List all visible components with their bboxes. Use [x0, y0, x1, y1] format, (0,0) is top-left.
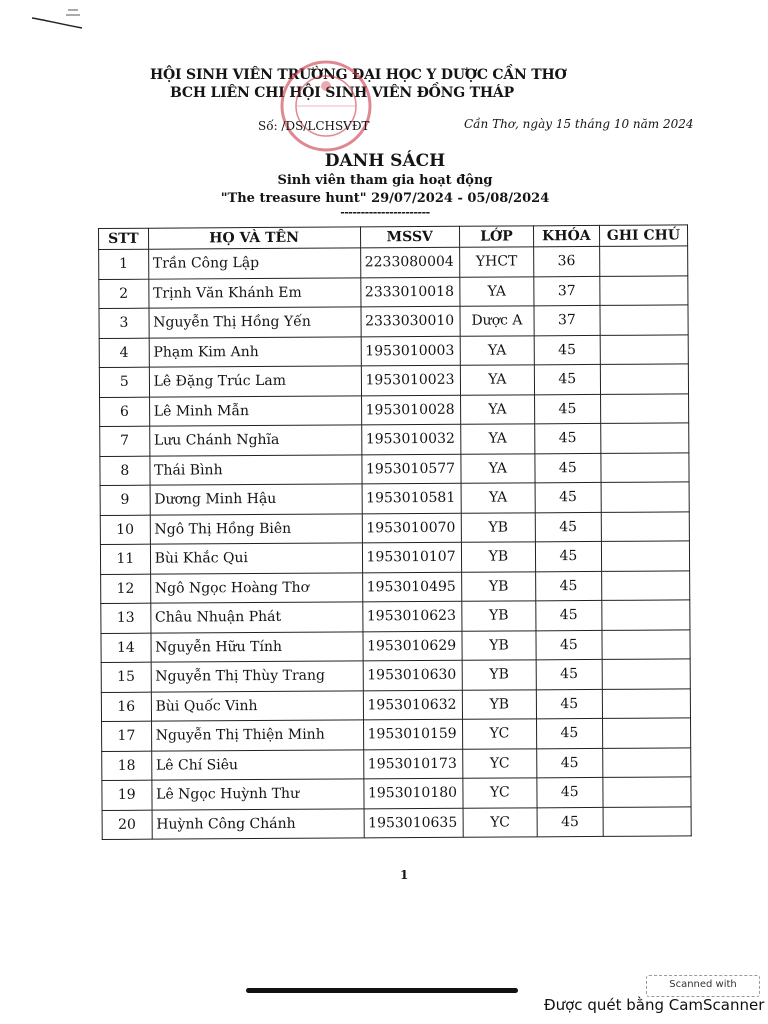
cell-full-name: Bùi Khắc Qui [150, 543, 362, 574]
cell-notes [602, 600, 690, 630]
table-row [100, 423, 689, 456]
cell-notes [600, 364, 688, 394]
cell-cohort: 45 [534, 364, 600, 394]
cell-student-id: 2333030010 [360, 306, 460, 336]
page-number: 1 [400, 868, 409, 882]
cell-stt: 3 [99, 308, 149, 338]
cell-stt: 14 [101, 633, 151, 663]
cell-student-id: 1953010032 [361, 424, 461, 454]
cell-notes [600, 305, 688, 335]
cell-notes [601, 452, 689, 482]
cell-full-name: Nguyễn Hữu Tính [151, 631, 363, 662]
cell-cohort: 45 [535, 541, 601, 571]
cell-class: YA [460, 335, 534, 365]
cell-student-id: 1953010581 [362, 483, 462, 513]
cell-class: YC [463, 807, 537, 837]
table-row [99, 275, 688, 308]
camscanner-watermark: Được quét bằng CamScanner [544, 996, 765, 1014]
header-student-id: MSSV [360, 226, 460, 248]
cell-student-id: 1953010635 [364, 808, 464, 838]
cell-stt: 11 [100, 544, 150, 574]
cell-notes [601, 570, 689, 600]
cell-class: YB [462, 630, 536, 660]
cell-notes [601, 541, 689, 571]
table-row [100, 511, 689, 544]
table-row [102, 806, 691, 839]
cell-full-name: Lê Minh Mẫn [149, 395, 361, 426]
table-row [100, 393, 689, 426]
cell-stt: 4 [99, 338, 149, 368]
cell-notes [599, 246, 687, 276]
cell-student-id: 1953010180 [363, 778, 463, 808]
cell-full-name: Ngô Ngọc Hoàng Thơ [150, 572, 362, 603]
organization-name: HỘI SINH VIÊN TRƯỜNG ĐẠI HỌC Y DƯỢC CẦN THƠ [150, 67, 567, 83]
table-row [99, 246, 688, 279]
cell-cohort: 45 [536, 600, 602, 630]
cell-notes [602, 747, 690, 777]
cell-notes [600, 423, 688, 453]
cell-stt: 17 [102, 721, 152, 751]
header-cohort: KHÓA [533, 225, 599, 246]
cell-full-name: Trần Công Lập [148, 248, 360, 279]
cell-stt: 8 [100, 456, 150, 486]
document-title: DANH SÁCH [324, 151, 446, 171]
cell-full-name: Nguyễn Thị Thiện Minh [151, 720, 363, 751]
cell-full-name: Lê Đặng Trúc Lam [149, 366, 361, 397]
cell-notes [602, 629, 690, 659]
header-class: LỚP [459, 226, 533, 247]
table-body [99, 246, 692, 840]
cell-cohort: 45 [535, 423, 601, 453]
cell-stt: 16 [101, 692, 151, 722]
cell-full-name: Bùi Quốc Vinh [151, 690, 363, 721]
table-row [101, 629, 690, 662]
cell-stt: 9 [100, 485, 150, 515]
cell-cohort: 45 [535, 482, 601, 512]
table-row [101, 688, 690, 721]
document-subtitle: Sinh viên tham gia hoạt động [277, 173, 493, 188]
table-row [102, 718, 691, 751]
place-and-date: Cần Thơ, ngày 15 tháng 10 năm 2024 [464, 117, 694, 131]
cell-notes [602, 718, 690, 748]
cell-class: YA [460, 365, 534, 395]
pen-scratch-mark [30, 6, 90, 30]
cell-full-name: Phạm Kim Anh [149, 336, 361, 367]
cell-cohort: 45 [536, 659, 602, 689]
cell-class: YHCT [460, 247, 534, 277]
cell-full-name: Nguyễn Thị Thùy Trang [151, 661, 363, 692]
cell-full-name: Lê Ngọc Huỳnh Thư [152, 779, 364, 810]
table-row [100, 541, 689, 574]
cell-notes [602, 659, 690, 689]
table-row [99, 305, 688, 338]
cell-stt: 18 [102, 751, 152, 781]
title-divider: ---------------------- [340, 206, 430, 219]
cell-stt: 10 [100, 515, 150, 545]
cell-full-name: Lưu Chánh Nghĩa [149, 425, 361, 456]
student-list-table [98, 224, 692, 840]
cell-class: YB [462, 571, 536, 601]
table-row [99, 364, 688, 397]
cell-cohort: 45 [536, 718, 602, 748]
cell-student-id: 1953010630 [363, 660, 463, 690]
cell-student-id: 1953010028 [361, 395, 461, 425]
cell-cohort: 45 [534, 394, 600, 424]
cell-class: YA [460, 394, 534, 424]
cell-cohort: 37 [534, 305, 600, 335]
cell-student-id: 1953010495 [362, 572, 462, 602]
cell-stt: 15 [101, 662, 151, 692]
cell-full-name: Huỳnh Công Chánh [152, 808, 364, 839]
cell-student-id: 1953010629 [362, 631, 462, 661]
cell-stt: 19 [102, 780, 152, 810]
home-indicator-bar[interactable] [246, 988, 518, 993]
table-row [101, 600, 690, 633]
cell-class: YB [462, 660, 536, 690]
cell-class: Dược A [460, 306, 534, 336]
red-seal-stamp [276, 56, 376, 156]
cell-class: YB [462, 601, 536, 631]
cell-class: YB [461, 512, 535, 542]
cell-student-id: 1953010623 [362, 601, 462, 631]
cell-class: YA [460, 276, 534, 306]
cell-notes [602, 688, 690, 718]
cell-class: YB [462, 689, 536, 719]
header-full-name: HỌ VÀ TÊN [148, 227, 360, 249]
cell-class: YA [461, 453, 535, 483]
cell-cohort: 36 [534, 246, 600, 276]
table-row [101, 570, 690, 603]
table-row [100, 452, 689, 485]
cell-class: YC [462, 719, 536, 749]
cell-student-id: 2333010018 [360, 277, 460, 307]
cell-notes [600, 393, 688, 423]
cell-cohort: 45 [537, 748, 603, 778]
cell-notes [600, 334, 688, 364]
cell-student-id: 2233080004 [360, 247, 460, 277]
cell-cohort: 45 [537, 807, 603, 837]
table-row [102, 777, 691, 810]
cell-full-name: Châu Nhuận Phát [150, 602, 362, 633]
cell-stt: 7 [100, 426, 150, 456]
cell-cohort: 45 [536, 630, 602, 660]
event-name-and-dates: "The treasure hunt" 29/07/2024 - 05/08/2024 [220, 191, 550, 206]
cell-cohort: 45 [535, 453, 601, 483]
cell-student-id: 1953010070 [362, 513, 462, 543]
document-number: Số: /DS/LCHSVĐT [258, 119, 370, 133]
cell-class: YA [461, 483, 535, 513]
cell-notes [603, 806, 691, 836]
cell-student-id: 1953010107 [362, 542, 462, 572]
cell-cohort: 45 [536, 689, 602, 719]
cell-student-id: 1953010173 [363, 749, 463, 779]
cell-full-name: Lê Chí Siêu [151, 749, 363, 780]
cell-class: YA [461, 424, 535, 454]
table-row [100, 482, 689, 515]
header-stt: STT [99, 228, 149, 249]
cell-stt: 1 [99, 249, 149, 279]
cell-stt: 12 [101, 574, 151, 604]
cell-cohort: 45 [535, 571, 601, 601]
cell-class: YC [463, 778, 537, 808]
cell-full-name: Ngô Thị Hồng Biên [150, 513, 362, 544]
cell-cohort: 45 [535, 512, 601, 542]
cell-full-name: Trịnh Văn Khánh Em [148, 277, 360, 308]
cell-class: YB [461, 542, 535, 572]
cell-student-id: 1953010159 [363, 719, 463, 749]
cell-stt: 5 [99, 367, 149, 397]
table-row [102, 747, 691, 780]
cell-student-id: 1953010003 [361, 336, 461, 366]
cell-full-name: Dương Minh Hậu [150, 484, 362, 515]
table-row [99, 334, 688, 367]
cell-cohort: 45 [537, 777, 603, 807]
cell-student-id: 1953010577 [361, 454, 461, 484]
table-row [101, 659, 690, 692]
cell-cohort: 37 [534, 276, 600, 306]
committee-name: BCH LIÊN CHI HỘI SINH VIÊN ĐỒNG THÁP [170, 85, 514, 101]
cell-notes [603, 777, 691, 807]
cell-notes [601, 511, 689, 541]
cell-full-name: Nguyễn Thị Hồng Yến [149, 307, 361, 338]
title-block [180, 150, 590, 218]
cell-notes [600, 275, 688, 305]
header-notes: GHI CHÚ [599, 225, 687, 247]
cell-stt: 20 [102, 810, 152, 840]
cell-stt: 13 [101, 603, 151, 633]
cell-cohort: 45 [534, 335, 600, 365]
scanned-with-badge: Scanned with [646, 975, 760, 997]
cell-student-id: 1953010023 [361, 365, 461, 395]
cell-class: YC [463, 748, 537, 778]
cell-student-id: 1953010632 [363, 690, 463, 720]
cell-stt: 6 [100, 397, 150, 427]
cell-stt: 2 [99, 279, 149, 309]
cell-notes [601, 482, 689, 512]
cell-full-name: Thái Bình [150, 454, 362, 485]
